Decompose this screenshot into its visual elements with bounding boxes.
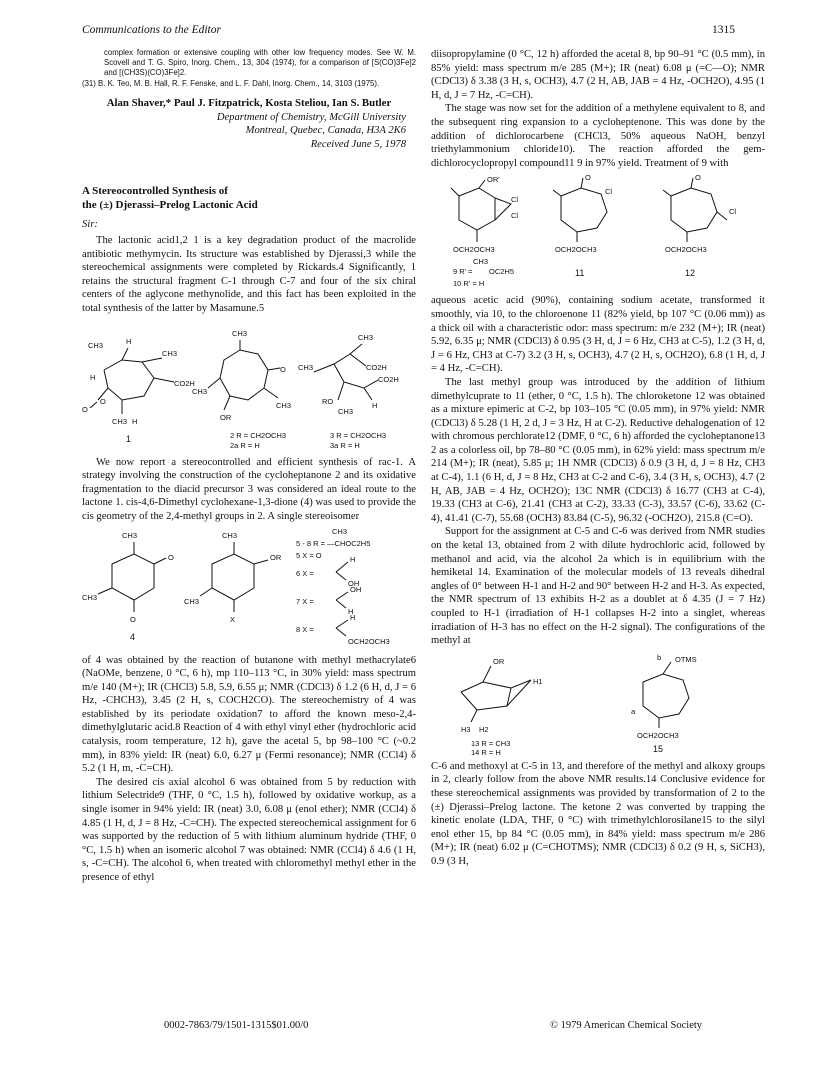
- s15-label: b: [657, 652, 662, 662]
- s4-label: O: [130, 614, 136, 624]
- paragraph-r2: The stage was now set for the addition of a methylene equivalent to 8, and the subsequent ring expansion to a cycloheptenone. This was done by the addition of dichlorocarbene (CHCl3, 50% aqueous NaOH, benzyl triethylammonium chloride10). The reaction afforded the gem-dichlorocyclopropyl compound11 9 in 97% yield. Treatment of 9 with: [431, 103, 765, 169]
- s5-legend-line: CH3: [332, 527, 348, 536]
- s3-caption: 3 R = CH2OCH3: [330, 430, 387, 440]
- s9-label: OR': [487, 175, 500, 185]
- s3-label: CO2H: [378, 374, 399, 384]
- compound-number-11: 11: [575, 268, 585, 279]
- s2-label: O: [280, 364, 286, 374]
- s5-legend-line: H: [350, 612, 356, 622]
- s5-legend-line: 5 - 8 R = —CHOC2H5: [296, 538, 371, 548]
- s5-legend-line: OH: [348, 578, 360, 588]
- s9-label: 10 R' = H: [453, 279, 485, 289]
- s11-label: O: [585, 174, 591, 183]
- footnote-31: (31) B. K. Teo, M. B. Hall, R. F. Fenske, and L. F. Dahl, Inorg. Chem., 14, 3103 (1975).: [82, 79, 380, 88]
- s12-label: OCH2OCH3: [665, 245, 707, 255]
- s14-caption: 14 R = H: [471, 747, 501, 756]
- s4-label: CH3: [82, 592, 98, 602]
- s3-label: CO2H: [366, 362, 387, 372]
- s15-label: a: [631, 706, 636, 716]
- s5-legend-line: H: [348, 606, 354, 616]
- s9-label: Cl: [511, 195, 519, 205]
- s2-label: CH3: [232, 328, 248, 338]
- paragraph-3: of 4 was obtained by the reaction of butanone with methyl methacrylate6 (NaOMe, benzene, 0 °C, 6 h), mp 110–113 °C, in 30% yield: mass spectrum m/e 140 (M+); IR (CHCl3) 5.8, 5.9, 6.55 μ; NMR (CDCl3) δ 1.2 (6 H, d, J = 6 Hz, -CHCH3), 3.45 (2 H, s, COCH2CO). The stereochemistry of 4 was established by its periodate oxidation7 to afford the known meso-2,4-dimethylglutaric acid.8 Reaction of 4 with ethyl vinyl ether (hydrochloric acid catalysis, room temperature, 12 h), gave the acetal 5, bp 98–100 °C (~0.2 mm), in 83% yield: IR (neat) 6.0, 6.27 μ (Fermi resonance); NMR (CCl4) δ 5.2 (1 H, m, -C=CH).: [82, 654, 416, 775]
- paragraph-r5: Support for the assignment at C-5 and C-6 was derived from NMR studies on the ketal 13, obtained from 2 with dilute hydrochloric acid, followed by methanol and acid, via the alcohol 2a which is in equilibrium with the hemiketal 14. Examination of the molecular models of 13 reveals dihedral angles of 0° between H-1 and H-2 and 90° between H-2 and H-3. As expected, the NMR spectrum of 13 exhibits H-2 as a doublet at δ 4.35 (J = 7 Hz) coupled to H-1 (irradiation of H-1 collapses H-2 into a singlet, whereas irradiation of H-3 has no effect on the H-2 signal). The configurations of the methyl at: [431, 526, 765, 647]
- s9-label: OC2H5: [489, 267, 515, 277]
- paragraph-r6: C-6 and methoxyl at C-5 in 13, and therefore of the methyl and alkoxy groups in 2, clearly follow from the above NMR results.14 Conclusive evidence for these stereochemical assignments was provided by transformation of 2 to the (±) Djerassi–Prelog lactone. The ketone 2 was converted by trapping the kinetic enolate (LDA, THF, 0 °C) with trimethylchlorosilane15 to the silyl enol ether 15, bp 84 °C (0.05 mm), in 84% yield: mass spectrum m/e 286 (M+); IR (neat) 6.02 μ (C=CHOTMS); NMR (CDCl3) δ 0.2 (9 H, s, SiCH3), 0.9 (3 H,: [431, 760, 765, 867]
- s1-label: CO2H: [174, 378, 195, 388]
- structures-4-8: [82, 528, 416, 650]
- s2-label: CH3: [276, 400, 292, 410]
- structures-1-2-3: [82, 320, 416, 452]
- footnote-30-cont: complex formation or extensive coupling with other low frequency modes. See W. M. Scovell and T. G. Spiro, Inorg. Chem., 13, 304 (1974), for a comparison of [S(CO)3Fe]2 and [(CH3S)(CO)3Fe]2.: [104, 48, 416, 77]
- s15-label: OCH2OCH3: [637, 730, 679, 740]
- footnotes: [82, 48, 416, 89]
- s2a-caption: 2a R = H: [230, 440, 260, 450]
- s13-label: H2: [479, 724, 489, 734]
- s5-label: CH3: [184, 596, 200, 606]
- paragraph-2: We now report a stereocontrolled and efficient synthesis of rac-1. A strategy involving the construction of the cycloheptanone 2 and its oxidative fragmentation to the diacid precursor 3 was considered an ideal route to the lactone 1. cis-4,6-Dimethyl cyclohexane-1,3-dione (4) was used to provide the cis geometry of the 2,4-methyl groups in 2. A single stereoisomer: [82, 456, 416, 522]
- s1-label: H: [132, 416, 138, 426]
- s11-label: Cl: [605, 187, 613, 197]
- s5-legend-line: 7 X =: [296, 596, 314, 606]
- s13-caption: 13 R = CH3: [471, 738, 511, 748]
- affiliation-city: Montreal, Quebec, Canada, H3A 2K6: [245, 125, 406, 137]
- s3-label: H: [372, 400, 378, 410]
- structures-13-15: [431, 652, 765, 756]
- affiliation-dept: Department of Chemistry, McGill University: [216, 111, 406, 123]
- paragraph-r1: diisopropylamine (0 °C, 12 h) afforded the acetal 8, bp 90–91 °C (0.5 mm), in 85% yield: mass spectrum m/e 285 (M+); IR (neat) 6.08 μ (=C—O); NMR (CDCl3) δ 3.38 (3 H, s, OCH3), 4.7 (2 H, AB, JAB = 4 Hz, -OCH2O), 4.95 (1 H, d, J = 7 Hz, -C=CH).: [431, 49, 765, 101]
- s12-label: O: [695, 174, 701, 183]
- s9-label: CH3: [473, 257, 489, 267]
- s5-label: CH3: [222, 530, 238, 540]
- s3-label: RO: [322, 396, 334, 406]
- footer-code: 0002-7863/79/1501-1315$01.00/0: [164, 1020, 309, 1031]
- s2-label: CH3: [192, 386, 208, 396]
- s5-legend-line: OCH2OCH3: [348, 636, 390, 646]
- article-title: [82, 185, 416, 212]
- s3a-caption: 3a R = H: [330, 440, 360, 450]
- s1-label: H: [90, 372, 96, 382]
- s1-label: CH3: [112, 416, 128, 426]
- paragraph-4: The desired cis axial alcohol 6 was obtained from 5 by reduction with lithium Selectride9 (THF, 0 °C, 1.5 h), followed by oxidative workup, as a single isomer in 94% yield: IR (neat) 3.0, 6.08 μ (enol ether); NMR (CCl4) δ 4.85 (1 H, d, J = 8 Hz, -C=CH). The expected stereochemical assignment for 6 was supported by the reduction of 5 with lithium aluminum hydride (THF, 0 °C, 1.5 h) when an isomeric alcohol 7 was obtained: NMR (CCl4) δ 4.6 (1 H, s, -C=CH). The alcohol 6, when treated with chloromethyl methyl ether in the presence of ethyl: [82, 776, 416, 883]
- compound-number-12: 12: [685, 268, 696, 279]
- s5-legend-line: H: [350, 554, 356, 564]
- title-line-2: the (±) Djerassi–Prelog Lactonic Acid: [82, 198, 258, 211]
- right-column: [431, 48, 765, 869]
- s4-label: CH3: [122, 530, 138, 540]
- s9-label: Cl: [511, 211, 519, 221]
- authors: Alan Shaver,* Paul J. Fitzpatrick, Kosta Steliou, Ian S. Butler: [106, 97, 392, 109]
- s5-legend-line: OH: [350, 584, 362, 594]
- s1-label: CH3: [88, 340, 104, 350]
- s13-label: H1: [533, 676, 543, 686]
- s15-label: OTMS: [675, 654, 697, 664]
- structures-9-12: [431, 174, 765, 290]
- s13-label: H3: [461, 724, 471, 734]
- paragraph-r3: aqueous acetic acid (90%), containing sodium acetate, transformed it smoothly, via 10, to the chloroenone 11 (82% yield, bp 107 °C (0.06 mm)) as a thick oil with a characteristic odor: mass spectrum: m/e 232 (M+); IR (neat) 5.92, 6.35 μ; NMR (CDCl3) δ 0.95 (3 H, d, J = 6 Hz, CH3 at C-5), 1.2 (3 H, d, J = 6 Hz, CH3 at C-7) 3.2 (3 H, s, OCH3), 4.7 (2 H, s, OCH2O), 6.8 (1 H, d, J = 4 Hz, -C=CH).: [431, 295, 765, 375]
- compound-number-1: 1: [126, 433, 132, 444]
- page-number: 1315: [712, 24, 735, 36]
- s9-label: OCH2OCH3: [453, 245, 495, 255]
- paragraph-1: The lactonic acid1,2 1 is a key degradation product of the macrolide antibiotic methymycin. Its structure was established by Djerassi,3 while the stereochemical assignments were completed by Rickards.4 Significantly, 1 retains the structural fragment C-1 through C-7 and four of the six chiral centers of the aglycone methynolide, and this fact has been exploited in the total synthesis of the latter by Masamune.5: [82, 234, 416, 314]
- s1-label: O: [100, 396, 106, 406]
- s2-caption: 2 R = CH2OCH3: [230, 430, 287, 440]
- s4-label: O: [168, 552, 174, 562]
- s5-label: OR: [270, 552, 282, 562]
- compound-number-4: 4: [130, 631, 136, 642]
- s9-label: 9 R' =: [453, 267, 473, 277]
- s5-legend-line: 5 X = O: [296, 550, 322, 560]
- s3-label: CH3: [338, 406, 354, 416]
- running-header: Communications to the Editor: [82, 24, 221, 36]
- s1-label: CH3: [162, 348, 178, 358]
- s5-legend-line: 8 X =: [296, 624, 314, 634]
- footer-copyright: © 1979 American Chemical Society: [550, 1020, 703, 1031]
- left-column: [82, 48, 416, 885]
- s12-label: Cl: [729, 207, 737, 217]
- s11-label: OCH2OCH3: [555, 245, 597, 255]
- s13-label: OR: [493, 656, 505, 666]
- s5-label: X: [230, 614, 236, 624]
- s5-legend-line: 6 X =: [296, 568, 314, 578]
- s3-label: CH3: [358, 332, 374, 342]
- compound-number-15: 15: [653, 743, 664, 754]
- paragraph-r4: The last methyl group was introduced by the addition of lithium dimethylcuprate to 11 (ether, 0 °C, 1.5 h). The chloroketone 12 was obtained as a mixture epimeric at C-2, bp 103–105 °C (0.05 mm), in 97% yield: NMR (CDCl3) δ 5.28 (1 H, 2 d, J = 3 Hz, H at C-2). Reductive dehalogenation of 12 with chromous perchlorate12 (DMF, 0 °C, 6 h) afforded the cycloheptanone13 2 as a colorless oil, bp 78–80 °C (0.05 mm), in 62% yield: mass spectrum m/e 214 (M+); IR (neat), 5.85 μ; 1H NMR (CDCl3) δ 0.9 (3 H, d, J = 8 Hz, CH3 at C-4), 1.1 (6 H, d, J = 8 Hz, CH3 at C-2 and C-6), 3.4 (3 H, s, OCH3), 4.7 (2 H, AB, JAB = 4 Hz, OCH2O); 13C NMR (CDCl3) δ 16.77 (CH3 at C-4), 19.33 (CH3 at C-6), 21.41 (CH3 at C-2), 33.33 (C-3), 33.57 (C-6), 33.62 (C-4), 41.41 (C-7), 55.68 (OCH3) 83.84 (C-5), 96.32 (-OCH2O), 215.8 (C=O).: [431, 376, 765, 524]
- title-line-1: A Stereocontrolled Synthesis of: [82, 185, 228, 198]
- salutation: Sir:: [82, 219, 98, 231]
- received-date: Received June 5, 1978: [310, 138, 406, 150]
- s2-label: OR: [220, 412, 232, 422]
- s1-label: O: [82, 404, 88, 414]
- s1-label: H: [126, 336, 132, 346]
- s3-label: CH3: [298, 362, 314, 372]
